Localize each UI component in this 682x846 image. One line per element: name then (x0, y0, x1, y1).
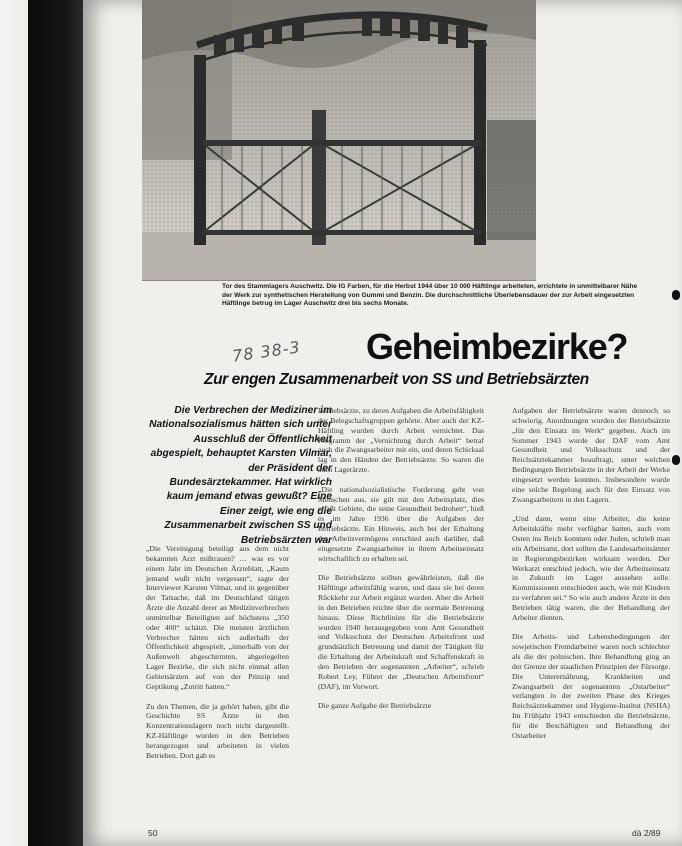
page-number: 50 (148, 828, 158, 838)
book-gutter-shadow (28, 0, 83, 846)
scan-mark (672, 290, 680, 300)
body-column-3: Aufgaben der Betriebsärzte waren dennoch so schwierig. Anordnungen wurden der Betriebsärzte „für den Einsatz im Werk“ gegeben. Auch im Sommer 1943 wurde der DAF vom Amt Gesundheit und Volksschutz und der Reichsärztekammer beauftragt, unter welchen Bedingungen Betriebsärzte in der Arbeit der Werke eingesetzt werden konnten. Insbesondere wurde eine solche Regelung auch für den Einsatz von Zwangsarbeitern in den Lagern. „Und dann, wenn eine Arbeiter, die keine Arbeitskräfte mehr verfügbar hatten, auch vom Osten ins Reich kommen oder Juden, schrieb man ein Arbeitsamt, dort sollten die Landesarbeitsämter in Regierungsbezirken wirksam werden. Der Werkarzt entschied jedoch, wie der Arbeitseinsatz in Zukunft im Lager aussehen solle. Kommissionen entschieden auch, wie mit Kindern zu verfahren sei.“ So wie auch andere Ärzte in den Betrieben tätig waren, die der Behandlung der Arbeiter dienten. Die Arbeits- und Lebensbedingungen der sowjetischen Fremdarbeiter waren noch schlechter als die der polnischen. Ihre Behandlung ging an der Grenze der staatlichen Prinzipien der Fürsorge. Die Unterernährung, Krankheiten und Zwangsarbeit der sogenannten „Ostarbeiter“ verlangten in der zweiten Phase des Krieges Reichsärztekammer und Hygiene-Institut (NSHA) Im Frühjahr 1943 entschieden die Betriebsärzte, für die Beschäftigten und Behandlung der Ostarbeiter (512, 406, 670, 740)
article-headline: Geheimbezirke? (366, 326, 628, 367)
handwritten-note: 78 38-3 (231, 337, 302, 366)
body-column-2: Betriebsärzte, zu deren Aufgaben die Arbeitsfähigkeit der Belegschaftsgruppen gehörte. Aber auch der KZ-Häftling wurden durch Arbeit vernichtet. Das Programm der „Vernichtung durch Arbeit“ betraf auch die Zwangsarbeiter mit ein, und deren Schicksal lag in den Händen der Betriebsärzte. So waren die auch Lagerärzte. „Die nationalsozialistische Forderung geht von Menschen aus, sie gilt mit den Arbeitsplatz, dies erfaßt Gebiete, die seine Gesundheit bedrohen“, hieß es im Jahre 1936 über die Aufgaben der Betriebsärzte. Ein Hinweis, auch bei der Erhaltung des Arbeitsvermögens entschied auch darüber, daß eingesetzte Zwangsarbeiter in ihrem Arbeitseinsatz wirtschaftlich zu erhalten sei. Die Betriebsärzte sollten gewährleisten, daß die Häftlinge arbeitsfähig waren, und dass sie bei deren Rückkehr zur Arbeit ergänzt wurden. Aber die Arbeit in den Betrieben reichte über die normale Betreuung hinaus. Diese Richtlinien für die Betriebsärzte wurden 1940 herausgegeben vom Amt Gesundheit und Volksschutz der Deutschen Arbeitsfront und grundsätzlich Betreuung und damit der Tätigkeit für die Erhaltung der Arbeitskraft und Schaffenskraft in den Betrieben der sogenannten „Arbeiter“, schrieb Robert Ley, Führer der „Deutschen Arbeitsfront“ (DAF), im Vorwort. Die ganze Aufgabe der Betriebsärzte (318, 406, 484, 711)
scan-mark (672, 455, 680, 465)
adjacent-page-edge (0, 0, 28, 846)
article-subheadline: Zur engen Zusammenarbeit von SS und Betriebsärzten (204, 371, 589, 388)
photo-caption: Tor des Stammlagers Auschwitz. Die IG Farben, für die Herbst 1944 über 10 000 Häftlinge arbeiteten, errichtete in unmittelbarer Nähe der Werk zur synthetischen Herstellung von Gummi und Benzin. Die durchschnittliche Überlebensdauer der zur Arbeit eingesetzten Häftlinge betrug im Lager Auschwitz drei bis sechs Monate. (222, 283, 638, 307)
body-column-1: „Die Vereinigung beteiligt aus dem nicht bekannten Arzt mißtrauen? … was es vor einem Jahr im Deutschen Ärzteblatt, „Kaum jemand wußt nicht vergessen“, sagte der Interviewer Karsten Vilmar, und in gegenüber der Tatsache, daß im Deutschland tätigen Ärzte die Anzahl derer an Medizinverbrechen unmittelbar Beteiligten auf höchstens „350 oder 400“ schätzt. Die meisten ärztlichen Verbrecher hätten sich außerhalb der Öffentlichkeit abgespielt, „innerhalb von der Außenwelt abgeschirmten, abgeriegelten Lager Bezirke, die sich nicht einmal allen Gebietsärzten auf von der Prinzip und Geptikung „Zutritt hatten.“ Zu den Themen, die ja gehört haben, gibt die Geschichte SS Ärzte in den Konzentrationslagern noch nicht dargestellt. KZ-Häftlinge wurden in den Betrieben herangezogen und arbeiteten in vielen Betrieben. Dort gab es (146, 544, 289, 760)
auschwitz-gate-photo (142, 0, 536, 281)
issue-label: dä 2/89 (632, 828, 661, 838)
gate-photo-illustration (142, 0, 536, 280)
article-lede: Die Verbrechen der Mediziner im Nationalsozialismus hätten sich unter Ausschluß der Öffentlichkeit abgespielt, behauptet Karsten Vilmar, der Präsident der Bundesärztekammer. Hat wirklich kaum jemand etwas gewußt? Eine Einer zeigt, wie eng die Zusammenarbeit zwischen SS und Betriebsärzten war (149, 405, 332, 546)
